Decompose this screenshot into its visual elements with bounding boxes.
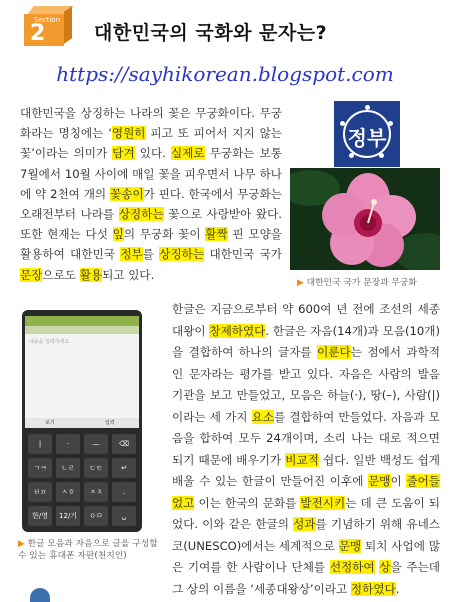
highlighted-word: 정하였다 — [350, 581, 396, 596]
phone-placeholder: 내용을 입력하세요. — [29, 339, 71, 345]
highlighted-word: 실제로 — [170, 146, 205, 161]
caption-marker-icon: ▶ — [297, 278, 304, 288]
highlighted-word: 상징하는 — [118, 207, 164, 222]
caption-marker-icon: ▶ — [18, 539, 25, 549]
keypad-key: — — [84, 434, 108, 454]
highlighted-word: 비교적 — [285, 452, 319, 467]
keypad-key: 한/영 — [28, 506, 52, 526]
text-run: 대한민국 국가 — [204, 247, 282, 262]
mugunghwa-photo — [290, 168, 440, 270]
text-run: 의 무궁화 꽃이 — [123, 227, 206, 242]
highlighted-word: 발전시키 — [300, 495, 346, 510]
paragraph-national-flower — [20, 103, 282, 285]
text-run: . 한글은 자음(14개)과 모음(10개)을 결합하여 하나의 글자를 — [172, 323, 440, 359]
highlighted-word: 활용 — [79, 267, 103, 282]
phone-button-left: 보기 — [45, 420, 55, 426]
text-run: 대한민국을 상징하는 나라의 꽃은 무궁화이다. 무궁화라는 명칭에는 ‘ — [20, 106, 282, 141]
keypad-key: 12/기 — [56, 506, 80, 526]
text-run: 을 주는데 그 상의 이름을 ‘세종대왕상’이라고 — [172, 560, 440, 596]
page-title: 대한민국의 국화와 문자는? — [94, 22, 328, 44]
keypad-key: ㄴㄹ — [56, 458, 80, 478]
keypad-key: ㄱㅋ — [28, 458, 52, 478]
figure1-caption-text: 대한민국 국가 문장과 무궁화 — [306, 278, 417, 288]
text-run: . — [395, 581, 400, 596]
figure2-caption-text: 한글 모음과 자음으로 글을 구성할 수 있는 휴대폰 자판(천지인) — [18, 539, 158, 561]
keypad-key: ㅈㅊ — [84, 482, 108, 502]
text-run: 이 — [390, 474, 407, 488]
text-run: 쉽다. 일반 백성도 쉽게 배울 수 있는 한글이 만들어진 이후에 — [172, 452, 440, 488]
keypad-key: . — [112, 482, 136, 502]
text-run: 있다. — [134, 146, 171, 161]
paragraph-hangul — [172, 299, 440, 600]
highlighted-word: 상 — [379, 560, 391, 574]
highlighted-word: 성과 — [293, 517, 316, 531]
text-run: 가 핀다. 한국에서 무궁화는 오래전부터 나라를 — [20, 186, 282, 222]
highlighted-word: 창제하였다 — [209, 323, 266, 338]
text-run: 으로도 — [42, 267, 80, 282]
phone-screen — [25, 316, 139, 418]
text-run: 한글은 지금으로부터 약 600여 년 전에 조선의 세종대왕이 — [172, 302, 440, 338]
section-badge — [24, 6, 72, 46]
highlighted-word: 문맹 — [338, 538, 362, 553]
government-emblem — [334, 101, 400, 167]
phone-keypad — [25, 430, 139, 532]
keypad-key: ㅂㅍ — [28, 482, 52, 502]
highlighted-word: 줄어들었고 — [172, 474, 440, 510]
section-label: Section — [34, 16, 61, 24]
keypad-key: | — [28, 434, 52, 454]
text-run: 를 — [142, 247, 160, 262]
text-run: 퇴치 사업에 많은 기여를 한 사람이나 단체를 — [172, 538, 440, 574]
blog-url-watermark: https://sayhikorean.blogspot.com — [56, 62, 394, 86]
phone-button-row — [25, 418, 139, 428]
keypad-key: ㅅㅎ — [56, 482, 80, 502]
text-run: 꽃으로 사랑받아 왔다. 또한 현재는 다섯 — [20, 207, 282, 242]
highlighted-word: 문장 — [20, 267, 43, 282]
highlighted-word: 영원히 — [111, 126, 146, 141]
text-run: 피고 또 피어서 지지 않는 꽃’이라는 의미가 — [20, 126, 282, 161]
phone-button-right: 입력 — [105, 420, 115, 426]
highlighted-word: 잎 — [112, 227, 124, 242]
emblem-glyph: 정부 — [347, 126, 387, 150]
text-run: 핀 모양을 활용하여 대한민국 — [20, 227, 282, 262]
text-run: 무궁화는 보통 7월에서 10월 사이에 매일 꽃을 피우면서 나무 하나에 약 2천여 개의 — [20, 146, 282, 201]
text-run: 를 결합하여 만들었다. 자음과 모음을 합하여 모두 24개이며, 소리 나는 대로 적으면 되기 때문에 배우기가 — [172, 409, 440, 467]
text-run: 를 기념하기 위해 유네스코(UNESCO)에서는 세계적으로 — [172, 517, 440, 553]
highlighted-word: 담겨 — [112, 146, 135, 161]
keypad-key: ⌫ — [112, 434, 136, 454]
section-number: 2 — [30, 21, 46, 46]
text-run: 는 데 큰 도움이 되었다. 이와 같은 한글의 — [172, 495, 441, 531]
phone-keyboard-image — [22, 310, 142, 532]
keypad-key: · — [56, 434, 80, 454]
text-run: 이는 한국의 문화를 — [194, 495, 301, 510]
highlighted-word: 요소 — [251, 409, 275, 424]
highlighted-word: 꽃송이 — [109, 186, 144, 201]
keypad-key: ↵ — [112, 458, 136, 478]
highlighted-word: 선정하여 — [329, 560, 375, 574]
highlighted-word: 활짝 — [205, 227, 228, 242]
highlighted-word: 문맹 — [368, 474, 391, 488]
figure1-caption — [297, 275, 417, 288]
keypad-key: ㄷㅌ — [84, 458, 108, 478]
highlighted-word: 이룬다 — [317, 345, 351, 359]
highlighted-word: 정부 — [120, 247, 143, 262]
text-run: 는 점에서 과학적인 문자라는 평가를 받고 있다. 자음은 사람의 발음 기관을 보고 만들었고, 모음은 하늘(·), 땅(–), 사람(|)이라는 세 가지 — [172, 345, 440, 424]
highlighted-word: 상징하는 — [159, 247, 205, 262]
figure2-caption — [18, 538, 158, 562]
text-run: 되고 있다. — [102, 267, 155, 282]
keypad-key: ␣ — [112, 506, 136, 526]
keypad-key: ㅇㅁ — [84, 506, 108, 526]
